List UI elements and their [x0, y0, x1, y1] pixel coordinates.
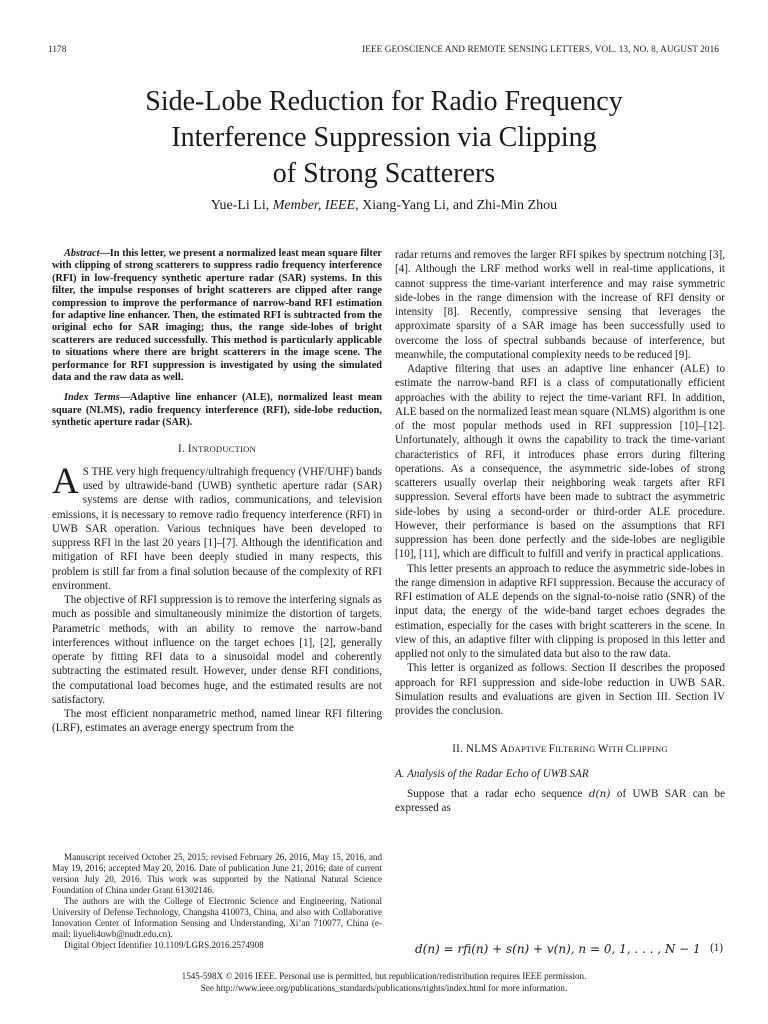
intro-paragraph-4: radar returns and removes the larger RFI spikes by spectrum notching [3], [4]. Although the LRF method works well in real-time applications, it cannot suppress the time-variant interference and may raise symmetric side-lobes in the range dimension with the increase of RFI density or intensity [8]. Recently, compressive sensing that leverages the approximate sparsity of a SAR image has been successfully used to overcome the loss of spectral subbands because of interference, but meanwhile, the computational complexity needs to be reduced [9]. — [395, 249, 725, 361]
footnote-doi: Digital Object Identifier 10.1109/LGRS.2016.2574908 — [64, 940, 264, 950]
left-column — [52, 248, 382, 736]
section-numeral: I. — [177, 442, 188, 455]
title-cap: W — [597, 743, 609, 756]
section-heading-nlms — [395, 742, 725, 756]
author-rest: , Xiang-Yang Li, and Zhi-Min Zhou — [355, 198, 558, 213]
section2-paragraph — [395, 787, 725, 816]
title-line: Side-Lobe Reduction for Radio Frequency — [145, 86, 623, 117]
title-line: Interference Suppression via Clipping — [171, 122, 597, 153]
section-title-rest: NTRODUCTION — [191, 443, 256, 454]
title-line: of Strong Scatterers — [272, 158, 496, 189]
title-small: DAPTIVE — [508, 744, 549, 755]
title-cap: C — [625, 743, 634, 756]
author-list — [60, 198, 708, 214]
intro-paragraph-1 — [52, 460, 382, 593]
abstract-text: —In this letter, we present a normalized least mean square filter with clipping of strong scatterers to suppress radio frequency interference (RFI) in low-frequency synthetic aperture radar (SAR) systems. In this filter, the impulse responses of bright scatterers are clipped after range compression to improve the performance of narrow-band RFI estimation for adaptive line enhancer. Then, the estimated RFI is subtracted from the original echo for SAR imaging; thus, the range side-lobes of bright scatterers are reduced successfully. This method is particularly applicable to situations where there are bright scatterers in the image scene. The performance for RFI suppression is investigated by using the simulated data and the raw data as well. — [52, 248, 382, 384]
journal-header: IEEE GEOSCIENCE AND REMOTE SENSING LETTERS, VOL. 13, NO. 8, AUGUST 2016 — [362, 44, 719, 54]
index-terms-text: —Adaptive line enhancer (ALE), normalized least mean square (NLMS), radio frequency interference (RFI), side-lobe reduction, synthetic aperture radar (SAR). — [52, 392, 382, 429]
index-terms — [52, 392, 382, 429]
paragraph-text: of UWB SAR can be expressed as — [395, 787, 725, 814]
copyright-notice — [60, 970, 708, 994]
abstract — [52, 248, 382, 384]
copyright-line: 1545-598X © 2016 IEEE. Personal use is permitted, but republication/redistribution requires IEEE permission. — [181, 971, 587, 981]
index-terms-label: Index Terms — [64, 392, 120, 404]
intro-paragraph-2: The objective of RFI suppression is to remove the interfering signals as much as possible and simultaneously minimize the distortion of targets. Parametric methods, with an ability to remove the narrow-band interferences without influence on the target echoes [1], [2], generally operate by fitting RFI data to a sinusoidal model and coherently subtracting the estimated result. However, under dense RFI conditions, the computational load becomes huge, and the estimated results are not satisfactory. — [52, 594, 382, 706]
author-membership: Member, IEEE — [272, 198, 356, 213]
title-small: ILTERING — [555, 744, 598, 755]
intro-paragraph-7: This letter is organized as follows. Section II describes the proposed approach for RFI suppression and side-lobe reduction in UWB SAR. Simulation results and evaluations are given in Section III. Section IV provides the conclusion. — [395, 662, 725, 717]
footnotes — [52, 852, 382, 951]
title-small: LIPPING — [633, 744, 668, 755]
section-title-initial: I — [187, 442, 192, 455]
section-heading-introduction — [52, 442, 382, 456]
title-small: ITH — [608, 744, 626, 755]
right-column — [395, 248, 725, 815]
intro-paragraph-3: The most efficient nonparametric method, named linear RFI filtering (LRF), estimates an average energy spectrum from the — [52, 708, 382, 735]
footnote-manuscript: Manuscript received October 25, 2015; revised February 26, 2016, May 15, 2016, and May 19, 2016; accepted May 20, 2016. Date of publication June 21, 2016; date of current version July 20, 2016. This work was supported by the National Natural Science Foundation of China under Grant 61302146. — [52, 852, 382, 895]
author-first: Yue-Li Li, — [210, 198, 273, 213]
equation-number: (1) — [710, 942, 723, 954]
paragraph-text: S THE very high frequency/ultrahigh frequency (VHF/UHF) bands used by ultrawide-band (UWB) synthetic aperture radar (SAR) systems are dense with radios, communications, and television emissions, it is necessary to remove radio frequency interference (RFI) in UWB SAR operation. Various techniques have been developed to suppress RFI in the last 20 years [1]–[7]. Although the identification and mitigation of RFI have been deeply studied in many respects, this problem is still far from a final solution because of the complexity of RFI environment. — [52, 465, 382, 592]
footnote-affiliation: The authors are with the College of Electronic Science and Engineering, National University of Defense Technology, Changsha 410073, China, and also with Collaborative Innovation Center of Information Sensing and Understanding, Xi’an 710077, China (e-mail: liyueli4uwb@nudt.edu.cn). — [52, 896, 382, 939]
title-cap: A — [499, 743, 509, 756]
page-number: 1178 — [48, 44, 67, 54]
intro-paragraph-6: This letter presents an approach to reduce the asymmetric side-lobes in the range dimension in adaptive RFI suppression. Because the accuracy of RFI estimation of ALE depends on the signal-to-noise ratio (SNR) of the input data, the energy of the wide-band target echoes degrades the estimation, especially for the cases with bright scatterers in the scene. In view of this, an adaptive filter with clipping is proposed in this letter and applied not only to the simulated data but also to the raw data. — [395, 562, 725, 660]
drop-cap: A — [52, 460, 79, 502]
section-numeral: II. NLMS — [452, 743, 500, 756]
abstract-label: Abstract — [64, 248, 100, 259]
copyright-line: See http://www.ieee.org/publications_standards/publications/rights/index.html for more information. — [200, 983, 568, 993]
equation-body: d(n) = rfi(n) + s(n) + v(n), n = 0, 1, . . . , N − 1 — [415, 942, 701, 956]
paper-title — [60, 84, 708, 192]
subsection-heading: A. Analysis of the Radar Echo of UWB SAR — [395, 767, 589, 780]
paragraph-text: Suppose that a radar echo sequence — [407, 787, 589, 800]
title-cap: F — [548, 743, 556, 756]
intro-paragraph-5: Adaptive filtering that uses an adaptive line enhancer (ALE) to estimate the narrow-band RFI is a class of computationally efficient approaches with the ability to reject the time-variant RFI. In addition, ALE based on the normalized least mean square (NLMS) algorithm is one of the most popular methods used in RFI suppression [10]–[12]. Unfortunately, although it owns the capability to track the time-variant characteristics of RFI, it introduces phase errors during filtering operations. As a consequence, the asymmetric side-lobes of strong scatterers usually overlap their neighboring weak targets after RFI suppression. Several efforts have been made to subtract the asymmetric side-lobes by using a second-order or third-order ALE procedure. However, their performance is based on the assumptions that RFI suppression has been done perfectly and the side-lobes are negligible [10], [11], which are difficult to fulfill and verify in practical applications. — [395, 363, 725, 561]
inline-math: d(n) — [588, 787, 611, 800]
